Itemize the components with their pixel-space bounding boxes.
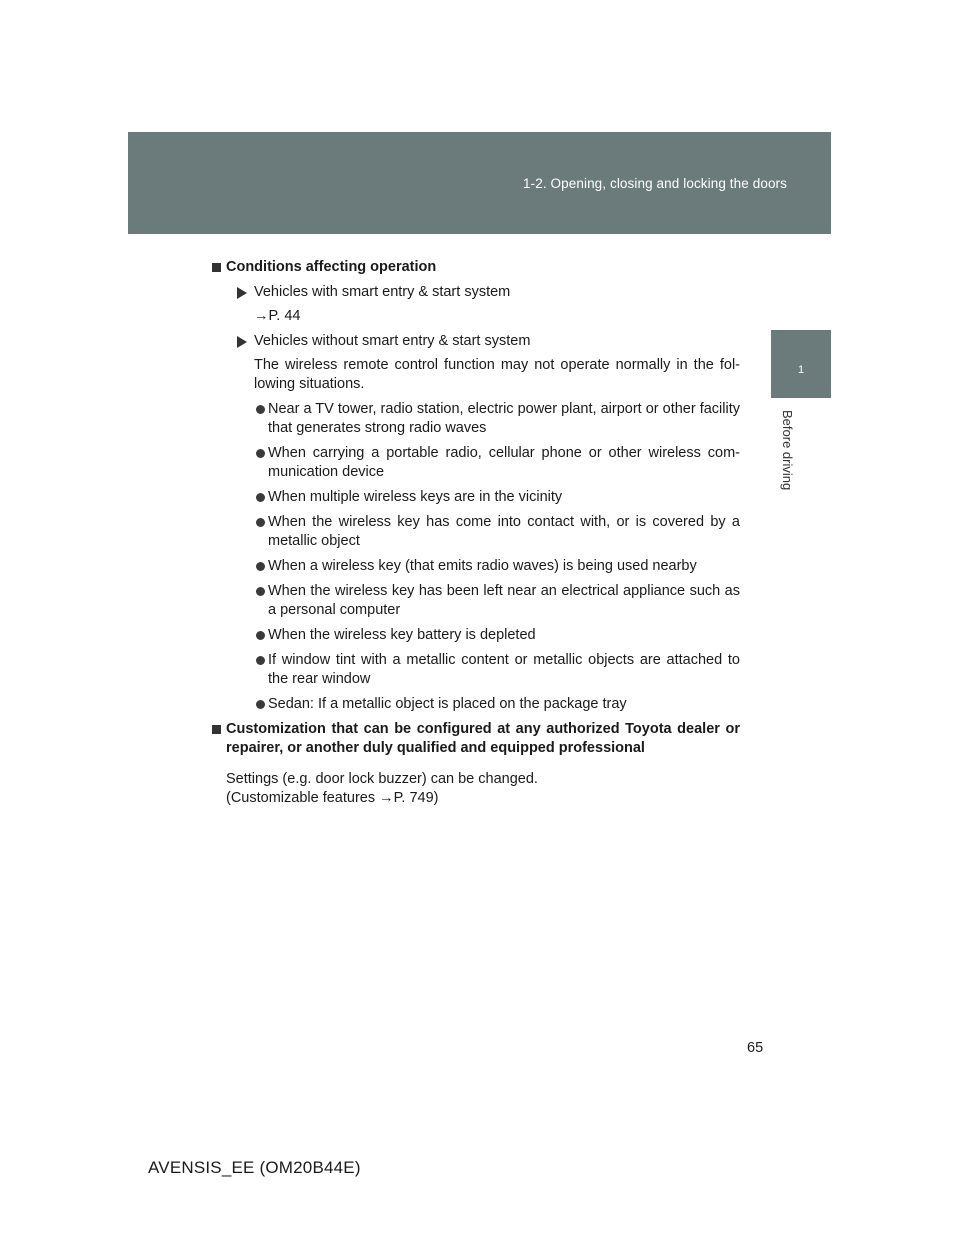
list-item: When a wireless key (that emits radio waves) is being used nearby — [212, 557, 740, 576]
dot-bullet-icon — [256, 587, 265, 596]
chapter-label-text: Before driving — [780, 410, 795, 491]
dot-bullet-icon — [256, 493, 265, 502]
list-item: When multiple wireless keys are in the vicinity — [212, 488, 740, 507]
square-bullet-icon — [212, 263, 221, 272]
triangle-bullet-icon — [237, 336, 247, 348]
list-item: When the wireless key has been left near an electrical appliance such as a personal computer — [212, 582, 740, 620]
chapter-number: 1 — [797, 364, 805, 376]
list-item: Sedan: If a metallic object is placed on the package tray — [212, 695, 740, 714]
page-number: 65 — [747, 1040, 764, 1056]
section-heading: Conditions affecting operation — [212, 258, 740, 277]
dot-bullet-icon — [256, 518, 265, 527]
page-content — [212, 258, 740, 808]
chapter-title: 1-2. Opening, closing and locking the doors — [523, 176, 787, 191]
dot-bullet-icon — [256, 700, 265, 709]
chapter-tab — [771, 330, 831, 398]
header-band — [128, 132, 831, 234]
dot-bullet-icon — [256, 405, 265, 414]
chapter-label — [780, 410, 800, 500]
condition-list — [212, 400, 740, 714]
list-item: When the wireless key battery is depleted — [212, 626, 740, 645]
list-item: When the wireless key has come into contact with, or is covered by a metallic object — [212, 513, 740, 551]
sub-item: Vehicles with smart entry & start system — [212, 283, 740, 302]
list-item: If window tint with a metallic content or metallic objects are attached to the rear window — [212, 651, 740, 689]
paragraph: The wireless remote control function may not operate normally in the fol-lowing situations. — [254, 357, 740, 392]
dot-bullet-icon — [256, 656, 265, 665]
page-reference: →P. 44 — [254, 308, 301, 324]
document-id: AVENSIS_EE (OM20B44E) — [148, 1158, 361, 1177]
paragraph: Settings (e.g. door lock buzzer) can be changed. (Customizable features →P. 749) — [226, 771, 538, 806]
sub-item: Vehicles without smart entry & start system — [212, 332, 740, 351]
square-bullet-icon — [212, 725, 221, 734]
dot-bullet-icon — [256, 562, 265, 571]
list-item: Near a TV tower, radio station, electric power plant, airport or other facility that generates strong radio waves — [212, 400, 740, 438]
dot-bullet-icon — [256, 449, 265, 458]
section-heading: Customization that can be configured at any authorized Toyota dealer or repairer, or another duly qualified and equipped professional — [212, 720, 740, 758]
list-item: When carrying a portable radio, cellular phone or other wireless com-munication device — [212, 444, 740, 482]
dot-bullet-icon — [256, 631, 265, 640]
triangle-bullet-icon — [237, 287, 247, 299]
